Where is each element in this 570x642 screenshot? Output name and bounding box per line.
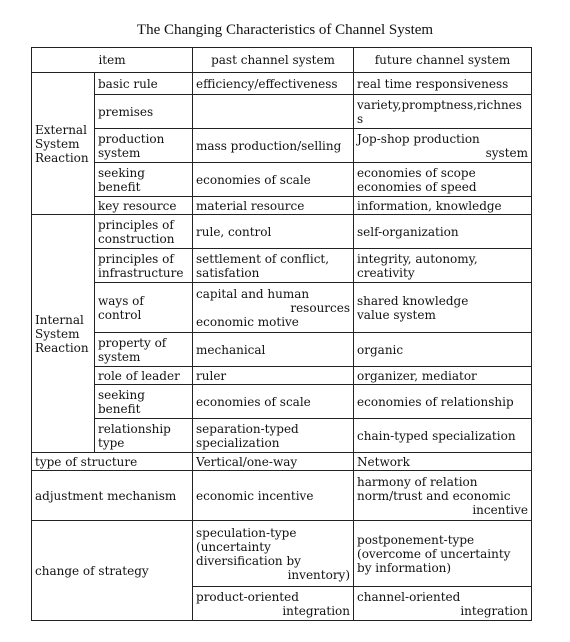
item-cell: [95, 283, 193, 333]
item-cell: [95, 215, 193, 249]
cell-text: diversification by: [196, 553, 301, 568]
cell-text: Jop-shop production: [357, 131, 480, 146]
cell-text: integration: [460, 603, 529, 618]
past-cell: [193, 367, 354, 385]
item-cell: type of structure: [32, 453, 193, 471]
cell-text: shared knowledge: [357, 293, 469, 308]
cell-text: product-oriented: [196, 589, 299, 604]
group-line: Internal: [35, 312, 84, 327]
cell-text: ruler: [196, 368, 227, 383]
past-cell: [193, 163, 354, 197]
past-cell: [193, 73, 354, 95]
cell-text: value system: [357, 307, 436, 322]
channel-characteristics-table: [31, 47, 532, 621]
past-cell: [193, 95, 354, 129]
cell-text: seeking: [98, 387, 145, 402]
future-cell: [354, 419, 532, 453]
item-cell: [95, 163, 193, 197]
past-cell: Vertical/one-way: [193, 453, 354, 471]
future-cell: [354, 333, 532, 367]
cell-text: economies of speed: [357, 179, 477, 194]
cell-text: self-organization: [357, 224, 459, 239]
cell-text: specialization: [196, 435, 280, 450]
cell-text: principles of: [98, 217, 174, 232]
cell-text: mechanical: [196, 342, 266, 357]
table-row: [32, 453, 532, 471]
future-cell: [354, 471, 532, 521]
table-row: [32, 249, 532, 283]
cell-text: norm/trust and economic: [357, 488, 511, 503]
past-cell: economic incentive: [193, 471, 354, 521]
future-cell: [354, 367, 532, 385]
future-cell: [354, 283, 532, 333]
cell-text: resources: [290, 300, 351, 315]
cell-text: economies of scale: [196, 172, 311, 187]
header-past: past channel system: [193, 48, 354, 73]
cell-text: system: [98, 349, 141, 364]
cell-text: efficiency/effectiveness: [196, 76, 338, 91]
group-line: Reaction: [35, 150, 89, 165]
cell-text: inventory): [287, 567, 351, 582]
item-cell: [95, 197, 193, 215]
group-line: Reaction: [35, 340, 89, 355]
group-label-internal: [32, 215, 95, 453]
table-row: [32, 163, 532, 197]
cell-text: infrastructure: [98, 265, 184, 280]
table-row: [32, 283, 532, 333]
cell-text: control: [98, 307, 142, 322]
cell-text: channel-oriented: [357, 589, 461, 604]
cell-text: (overcome of uncertainty: [357, 546, 511, 561]
cell-text: seeking: [98, 165, 145, 180]
cell-text: s: [357, 111, 364, 126]
future-cell: [354, 521, 532, 587]
group-line: System: [35, 136, 80, 151]
table-row: [32, 197, 532, 215]
cell-text: capital and human: [196, 286, 310, 301]
cell-text: system: [485, 145, 529, 160]
cell-text: settlement of conflict,: [196, 251, 330, 266]
item-cell: [95, 73, 193, 95]
cell-text: (uncertainty: [196, 539, 271, 554]
cell-text: property of: [98, 335, 167, 350]
item-cell: adjustment mechanism: [32, 471, 193, 521]
cell-text: material resource: [196, 198, 305, 213]
item-cell: change of strategy: [32, 521, 193, 621]
past-cell: [193, 129, 354, 163]
past-cell: [193, 197, 354, 215]
cell-text: satisfation: [196, 265, 260, 280]
cell-text: speculation-type: [196, 525, 297, 540]
cell-text: chain-typed specialization: [357, 428, 516, 443]
future-cell: [354, 385, 532, 419]
future-cell: [354, 129, 532, 163]
cell-text: real time responsiveness: [357, 76, 509, 91]
past-cell: [193, 283, 354, 333]
cell-text: harmony of relation: [357, 474, 478, 489]
item-cell: [95, 95, 193, 129]
table-row: [32, 419, 532, 453]
table-row: [32, 129, 532, 163]
table-row: [32, 333, 532, 367]
past-cell: [193, 215, 354, 249]
table-row: [32, 521, 532, 587]
item-cell: [95, 333, 193, 367]
cell-text: construction: [98, 231, 175, 246]
group-line: System: [35, 326, 80, 341]
header-future: future channel system: [354, 48, 532, 73]
item-cell: [95, 385, 193, 419]
group-label-external: [32, 73, 95, 215]
cell-text: creativity: [357, 265, 415, 280]
future-cell: Network: [354, 453, 532, 471]
past-cell: [193, 249, 354, 283]
table-row: [32, 215, 532, 249]
cell-text: mass production/selling: [196, 138, 342, 153]
future-cell: [354, 215, 532, 249]
cell-text: system: [98, 145, 141, 160]
future-cell: [354, 73, 532, 95]
past-cell: [193, 419, 354, 453]
cell-text: economic motive: [196, 314, 299, 329]
item-cell: [95, 249, 193, 283]
past-cell: [193, 587, 354, 621]
cell-text: benefit: [98, 179, 141, 194]
cell-text: incentive: [472, 502, 529, 517]
cell-text: ways of: [98, 293, 144, 308]
table-row: [32, 385, 532, 419]
cell-text: role of leader: [98, 368, 180, 383]
cell-text: organizer, mediator: [357, 368, 477, 383]
future-cell: [354, 95, 532, 129]
future-cell: [354, 249, 532, 283]
cell-text: type: [98, 435, 125, 450]
cell-text: key resource: [98, 198, 177, 213]
cell-text: premises: [98, 104, 154, 119]
past-cell: [193, 385, 354, 419]
header-row: [32, 48, 532, 73]
item-cell: [95, 367, 193, 385]
cell-text: separation-typed: [196, 421, 299, 436]
cell-text: relationship: [98, 421, 171, 436]
cell-text: economies of scale: [196, 394, 311, 409]
table-row: [32, 471, 532, 521]
group-line: External: [35, 122, 87, 137]
cell-text: principles of: [98, 251, 174, 266]
cell-text: economies of relationship: [357, 394, 514, 409]
cell-text: variety,promptness,richnes: [357, 97, 522, 112]
header-item: item: [32, 48, 193, 73]
table-row: [32, 95, 532, 129]
cell-text: basic rule: [98, 76, 158, 91]
past-cell: [193, 521, 354, 587]
item-cell: [95, 419, 193, 453]
cell-text: by information): [357, 560, 452, 575]
table-row: [32, 367, 532, 385]
future-cell: [354, 587, 532, 621]
cell-text: rule, control: [196, 224, 272, 239]
table-row: [32, 73, 532, 95]
future-cell: [354, 163, 532, 197]
future-cell: [354, 197, 532, 215]
item-cell: [95, 129, 193, 163]
cell-text: economies of scope: [357, 165, 476, 180]
cell-text: organic: [357, 342, 404, 357]
cell-text: information, knowledge: [357, 198, 502, 213]
table-title: The Changing Characteristics of Channel System: [136, 22, 434, 38]
cell-text: integrity, autonomy,: [357, 251, 478, 266]
cell-text: integration: [282, 603, 351, 618]
past-cell: [193, 333, 354, 367]
cell-text: postponement-type: [357, 532, 475, 547]
cell-text: benefit: [98, 401, 141, 416]
cell-text: production: [98, 131, 165, 146]
